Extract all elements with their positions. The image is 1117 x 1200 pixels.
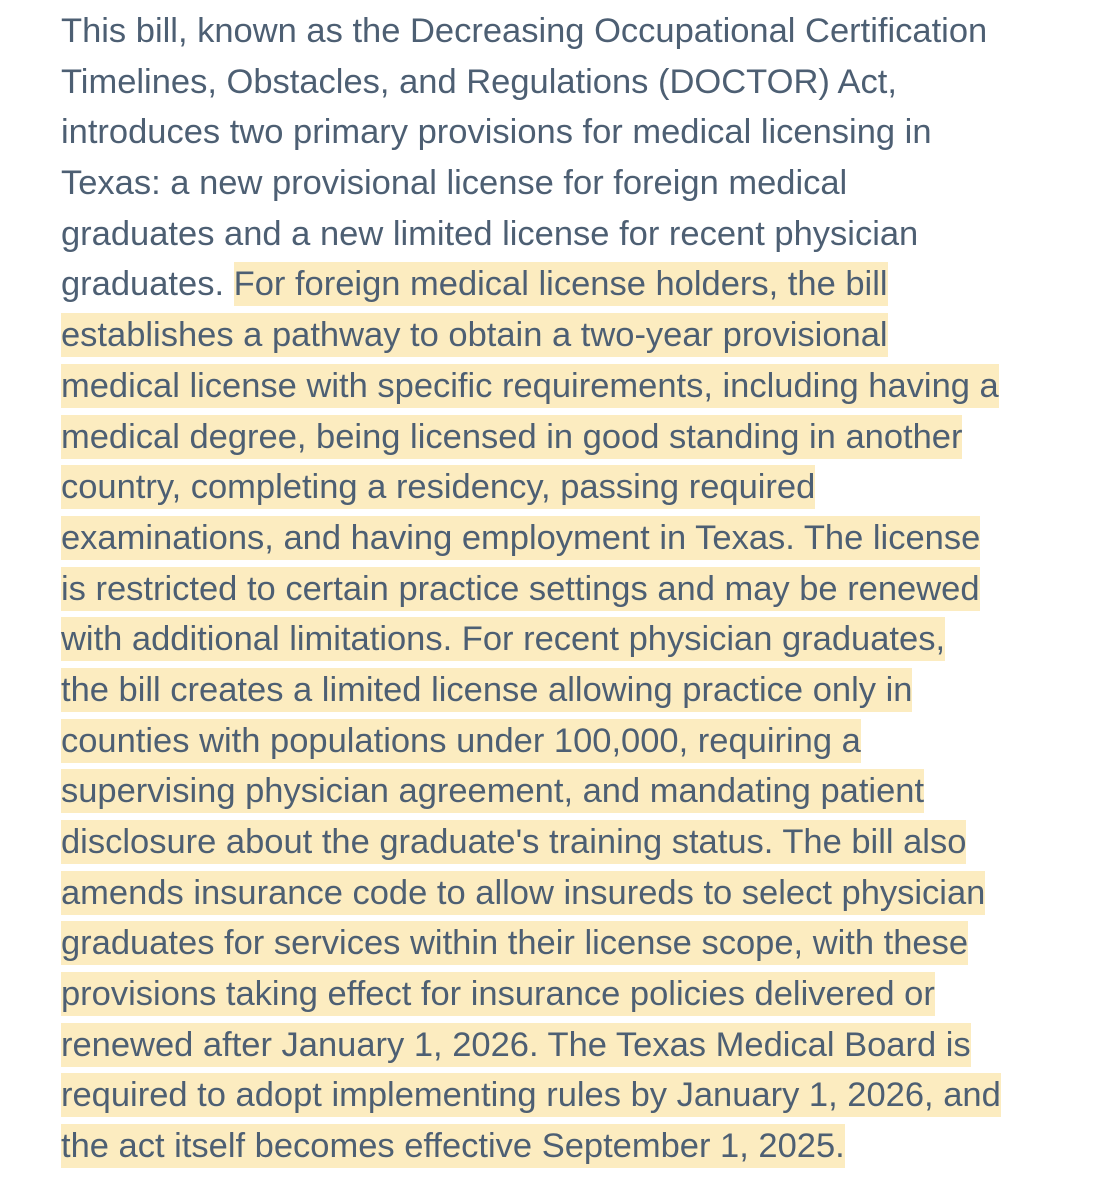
highlighted-line <box>61 766 1061 817</box>
highlighted-segment: disclosure about the graduate's training status. The bill also <box>61 820 966 864</box>
text-line: Timelines, Obstacles, and Regulations (DOCTOR) Act, <box>61 62 897 101</box>
highlighted-segment: is restricted to certain practice settings and may be renewed <box>61 567 980 611</box>
highlighted-segment: supervising physician agreement, and mandating patient <box>61 769 924 813</box>
highlighted-line <box>61 412 1061 463</box>
text-line: Texas: a new provisional license for foreign medical <box>61 164 848 203</box>
highlighted-line <box>61 1020 1061 1071</box>
highlighted-segment: medical license with specific requirements, including having a <box>61 364 999 408</box>
highlighted-line <box>61 918 1061 969</box>
highlighted-segment: establishes a pathway to obtain a two-year provisional <box>61 313 888 357</box>
highlighted-segment: counties with populations under 100,000, requiring a <box>61 719 861 763</box>
highlighted-segment: renewed after January 1, 2026. The Texas Medical Board is <box>61 1023 971 1067</box>
highlighted-line <box>61 817 1061 868</box>
text-line: introduces two primary provisions for medical licensing in <box>61 113 932 152</box>
highlighted-segment: For foreign medical license holders, the bill <box>234 262 888 306</box>
highlighted-segment: medical degree, being licensed in good standing in another <box>61 415 962 459</box>
plain-segment: graduates. <box>61 265 234 304</box>
highlighted-line <box>61 665 1061 716</box>
highlighted-line <box>61 614 1061 665</box>
highlighted-line <box>61 868 1061 919</box>
highlighted-line <box>61 361 1061 412</box>
highlighted-line <box>61 1121 1061 1172</box>
highlighted-segment: examinations, and having employment in Texas. The license <box>61 516 980 560</box>
text-line-mixed <box>61 259 1061 310</box>
highlighted-line <box>61 716 1061 767</box>
highlighted-line <box>61 462 1061 513</box>
highlighted-line <box>61 564 1061 615</box>
highlighted-segment: the bill creates a limited license allowing practice only in <box>61 668 912 712</box>
bill-summary-text <box>61 6 1061 1172</box>
highlighted-segment: the act itself becomes effective September 1, 2025. <box>61 1124 845 1168</box>
highlighted-line <box>61 513 1061 564</box>
highlighted-segment: required to adopt implementing rules by January 1, 2026, and <box>61 1073 1001 1117</box>
highlighted-line <box>61 1070 1061 1121</box>
highlighted-segment: with additional limitations. For recent physician graduates, <box>61 617 945 661</box>
highlighted-line <box>61 969 1061 1020</box>
highlighted-segment: graduates for services within their license scope, with these <box>61 921 968 965</box>
highlighted-segment: country, completing a residency, passing required <box>61 465 815 509</box>
highlighted-line <box>61 310 1061 361</box>
text-line: graduates and a new limited license for recent physician <box>61 214 919 253</box>
highlighted-segment: provisions taking effect for insurance policies delivered or <box>61 972 935 1016</box>
highlighted-segment: amends insurance code to allow insureds to select physician <box>61 871 985 915</box>
text-line: This bill, known as the Decreasing Occupational Certification <box>61 12 988 50</box>
